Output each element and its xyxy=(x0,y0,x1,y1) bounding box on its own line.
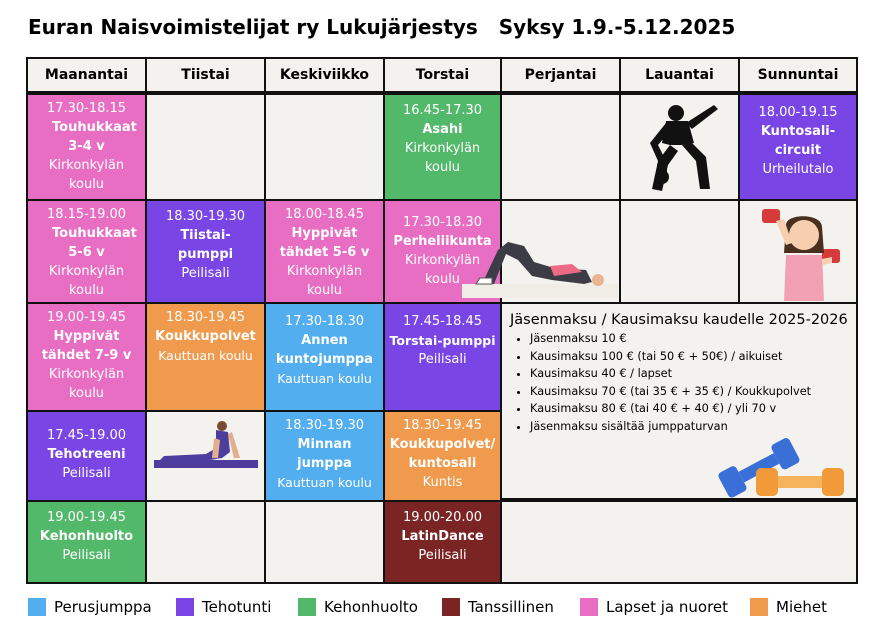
session-hyppivat-5-6 xyxy=(264,199,385,304)
session-minnan-jumppa xyxy=(264,410,385,502)
fee-item: • Jäsenmaksu sisältää jumppaturvan xyxy=(530,418,850,436)
session-place: Peilisali xyxy=(418,352,467,367)
header-tuesday: Tiistai xyxy=(145,57,266,93)
session-name: Touhukkaat 3-4 v xyxy=(52,120,137,154)
fees-list xyxy=(510,330,850,436)
legend-item-lapset-ja-nuoret xyxy=(580,598,728,616)
session-name: Touhukkaat 5-6 v xyxy=(52,226,137,260)
legend-item-miehet xyxy=(750,598,827,616)
legend-item-perusjumppa xyxy=(28,598,152,616)
session-annen-kuntojumppa xyxy=(264,302,385,412)
session-torstai-pumppi xyxy=(383,302,502,412)
session-time: 17.30-18.30 xyxy=(284,314,365,329)
session-place: Peilisali xyxy=(418,548,467,563)
session-time: 18.30-19.30 xyxy=(165,209,246,224)
session-place: Peilisali xyxy=(62,466,111,481)
empty-cell xyxy=(264,500,385,584)
header-monday: Maanantai xyxy=(26,57,147,93)
session-asahi xyxy=(383,93,502,201)
session-name: Hyppivät tähdet 7-9 v xyxy=(41,329,132,363)
session-hyppivat-7-9 xyxy=(26,302,147,412)
session-time: 19.00-19.45 xyxy=(46,510,127,525)
session-name: Kehonhuolto xyxy=(39,529,134,544)
session-time: 17.30-18.15 xyxy=(46,101,127,116)
session-name: Annen kuntojumppa xyxy=(276,333,373,367)
session-name: Hyppivät tähdet 5-6 v xyxy=(279,226,370,260)
session-latindance xyxy=(383,500,502,584)
session-place: Kuntis xyxy=(422,475,463,490)
session-place: Kirkonkylän koulu xyxy=(286,264,363,298)
session-place: Kirkonkylän koulu xyxy=(48,264,125,298)
header-wednesday: Keskiviikko xyxy=(264,57,385,93)
woman-dumbbell-image-icon xyxy=(756,205,852,301)
session-time: 18.00-18.45 xyxy=(284,207,365,222)
fee-item: • Kausimaksu 80 € (tai 40 € + 40 €) / yli 70 v xyxy=(530,400,850,418)
session-time: 18.30-19.30 xyxy=(284,418,365,433)
fee-item: • Jäsenmaksu 10 € xyxy=(530,330,850,348)
session-place: Kirkonkylän koulu xyxy=(404,141,481,175)
fee-item: • Kausimaksu 100 € (tai 50 € + 50€) / aikuiset xyxy=(530,348,850,366)
empty-cell xyxy=(145,500,266,584)
header-thursday: Torstai xyxy=(383,57,502,93)
session-name: Kuntosali-circuit xyxy=(760,124,836,158)
empty-cell xyxy=(500,500,858,584)
session-time: 17.30-18.30 xyxy=(402,215,483,230)
header-sunday: Sunnuntai xyxy=(738,57,858,93)
session-time: 18.00-19.15 xyxy=(758,105,838,120)
session-time: 19.00-19.45 xyxy=(46,310,127,325)
session-place: Kirkonkylän koulu xyxy=(404,253,481,287)
session-name: Minnan jumppa xyxy=(297,437,352,471)
session-time: 18.15-19.00 xyxy=(46,207,127,222)
session-name: Perheliikunta xyxy=(393,234,492,249)
session-name: Koukkupolvet/ kuntosali xyxy=(389,437,496,471)
session-place: Kauttuan koulu xyxy=(158,348,253,363)
session-name: Tehotreeni xyxy=(47,447,126,462)
legend-label: Perusjumppa xyxy=(54,598,152,616)
session-koukkupolvet-kuntosali xyxy=(383,410,502,502)
legend-swatch xyxy=(580,598,598,616)
session-name: Asahi xyxy=(422,122,463,137)
legend-label: Lapset ja nuoret xyxy=(606,598,729,616)
session-touhukkaat-3-4 xyxy=(26,93,147,201)
session-place: Kirkonkylän koulu xyxy=(48,367,125,401)
legend-item-kehonhuolto xyxy=(298,598,418,616)
legend-swatch xyxy=(28,598,46,616)
session-place: Kauttuan koulu xyxy=(277,371,372,386)
session-time: 17.45-19.00 xyxy=(46,428,127,443)
session-name: LatinDance xyxy=(401,529,484,544)
session-place: Kirkonkylän koulu xyxy=(48,158,125,192)
legend-label: Kehonhuolto xyxy=(324,598,418,616)
session-tehotreeni xyxy=(26,410,147,502)
dumbbells-image-icon xyxy=(708,432,852,498)
header-saturday: Lauantai xyxy=(619,57,740,93)
yoga-cobra-image-icon xyxy=(150,418,262,472)
legend-label: Tehotunti xyxy=(202,598,272,616)
session-time: 16.45-17.30 xyxy=(402,103,483,118)
session-place: Peilisali xyxy=(62,548,111,563)
session-name: Tiistai-pumppi xyxy=(177,228,234,262)
legend-swatch xyxy=(442,598,460,616)
empty-cell xyxy=(500,93,621,201)
session-time: 18.30-19.45 xyxy=(402,418,483,433)
session-name: Torstai-pumppi xyxy=(389,333,496,348)
empty-cell xyxy=(619,199,740,304)
session-time: 18.30-19.45 xyxy=(165,310,246,325)
session-name: Koukkupolvet xyxy=(155,329,256,344)
session-koukkupolvet-tue xyxy=(145,302,266,412)
legend-swatch xyxy=(298,598,316,616)
empty-cell xyxy=(145,93,266,201)
session-touhukkaat-5-6 xyxy=(26,199,147,304)
fees-title: Jäsenmaksu / Kausimaksu kaudelle 2025-2026 xyxy=(510,312,848,328)
legend-label: Miehet xyxy=(776,598,827,616)
legend-item-tehotunti xyxy=(176,598,271,616)
kettlebell-silhouette-icon xyxy=(636,99,722,197)
session-time: 19.00-20.00 xyxy=(402,510,483,525)
session-time: 17.45-18.45 xyxy=(402,314,483,329)
session-place: Peilisali xyxy=(181,266,230,281)
header-friday: Perjantai xyxy=(500,57,621,93)
fee-item: • Kausimaksu 40 € / lapset xyxy=(530,365,850,383)
legend-label: Tanssillinen xyxy=(468,598,554,616)
session-place: Kauttuan koulu xyxy=(277,475,372,490)
legend-item-tanssillinen xyxy=(442,598,554,616)
session-kuntosali-circuit xyxy=(738,93,858,201)
page-title: Euran Naisvoimistelijat ry Lukujärjestys Syksy 1.9.-5.12.2025 xyxy=(28,15,736,39)
empty-cell xyxy=(264,93,385,201)
yoga-bridge-image-icon xyxy=(462,236,618,300)
legend-swatch xyxy=(750,598,768,616)
fee-item: • Kausimaksu 70 € (tai 35 € + 35 €) / Koukkupolvet xyxy=(530,383,850,401)
legend-swatch xyxy=(176,598,194,616)
session-tiistai-pumppi xyxy=(145,199,266,304)
session-kehonhuolto xyxy=(26,500,147,584)
session-place: Urheilutalo xyxy=(762,162,834,177)
